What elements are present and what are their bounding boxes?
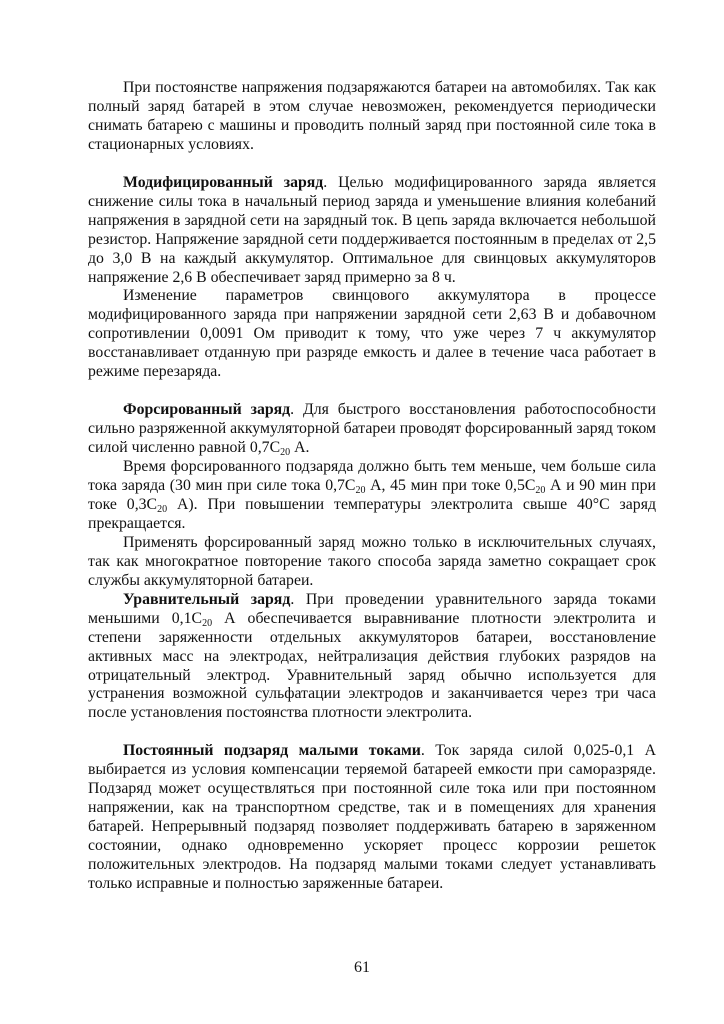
paragraph-heading: Постоянный подзаряд малыми токами	[123, 742, 421, 760]
paragraph-text: При постоянстве напряжения подзаряжаются батареи на автомобилях. Так как полный заряд батарей в этом случае невозможен, рекомендуется периодически снимать батарею с машины и проводить полный заряд при постоянной силе тока в стационарных условиях.	[88, 79, 656, 153]
paragraph-text: А и 90 мин при токе 0,3С	[88, 476, 656, 513]
paragraph-text: А). При повышении температуры электролита свыше 40°С заряд прекращается.	[88, 495, 656, 532]
paragraph-forced-charge	[88, 401, 656, 458]
paragraph-heading: Форсированный заряд	[123, 401, 291, 419]
paragraph-heading: Модифицированный заряд	[123, 173, 324, 191]
paragraph-text: . Для быстрого восстановления работоспособности сильно разряженной аккумуляторной батареи проводят форсированный заряд током силой численно равной 0,7С	[88, 401, 656, 457]
paragraph-text: Изменение параметров свинцового аккумулятора в процессе модифицированного заряда при напряжении зарядной сети 2,63 В и добавочном сопротивлении 0,0091 Ом приводит к тому, что уже через 7 ч аккумулятор восстанавливает отданную при разряде емкость и далее в течение часа работает в режиме перезаряда.	[88, 287, 656, 381]
paragraph-text: Применять форсированный заряд можно только в исключительных случаях, так как многократное повторение такого способа заряда заметно сокращает срок службы аккумуляторной батареи.	[88, 533, 656, 589]
paragraph-text: . Ток заряда силой 0,025-0,1 А выбирается из условия компенсации теряемой батареей емкости при саморазряде. Подзаряд может осуществляться при постоянной силе тока или при постоянном напряжении, как на транспортном средстве, так и в помещениях для хранения батарей. Непрерывный подзаряд позволяет поддерживать батарею в заряженном состоянии, однако одновременно ускоряет процесс коррозии решеток положительных электродов. На подзаряд малыми токами следует устанавливать только исправные и полностью заряженные батареи.	[88, 742, 657, 892]
paragraph-text: Время форсированного подзаряда должно быть тем меньше, чем больше сила тока заряда (30 мин при силе тока 0,7С	[88, 458, 656, 494]
paragraph-charging-note	[88, 79, 656, 155]
paragraph-equalizing-charge	[88, 591, 656, 724]
subscript: 20	[157, 503, 168, 515]
paragraph-heading: Уравнительный заряд	[123, 590, 291, 608]
document-page	[88, 79, 656, 894]
paragraph-trickle-charge	[88, 742, 656, 894]
paragraph-parameter-change	[88, 287, 656, 382]
paragraph-text: . При проведении уравнительного заряда токами меньшими 0,1С	[88, 590, 656, 627]
subscript: 20	[202, 617, 213, 629]
paragraph-forced-charge-usage	[88, 534, 656, 591]
paragraph-text: А обеспечивается выравнивание плотности электролита и степени заряженности отдельных аккумуляторов батареи, восстановление активных масс на электродах, нейтрализация действия глубоких разрядов на отрицательный электрод. Уравнительный заряд обычно используется для устранения возможной сульфатации электродов и заканчивается через три часа после установления постоянства плотности электролита.	[88, 609, 656, 722]
paragraph-text: . Целью модифицированного заряда является снижение силы тока в начальный период заряда и уменьшение влияния колебаний напряжения в зарядной сети на зарядный ток. В цепь заряда включается небольшой резистор. Напряжение зарядной сети поддерживается постоянным в пределах от 2,5 до 3,0 В на каждый аккумулятор. Оптимальное для свинцовых аккумуляторов напряжение 2,6 В обеспечивает заряд примерно за 8 ч.	[88, 173, 656, 286]
paragraph-text: А, 45 мин при токе 0,5С	[365, 476, 536, 494]
paragraph-modified-charge	[88, 174, 656, 288]
page-number: 61	[354, 959, 370, 976]
paragraph-text: А.	[290, 439, 310, 457]
subscript: 20	[280, 447, 291, 459]
subscript: 20	[355, 484, 366, 496]
subscript: 20	[535, 484, 546, 496]
paragraph-forced-charge-time	[88, 458, 656, 534]
